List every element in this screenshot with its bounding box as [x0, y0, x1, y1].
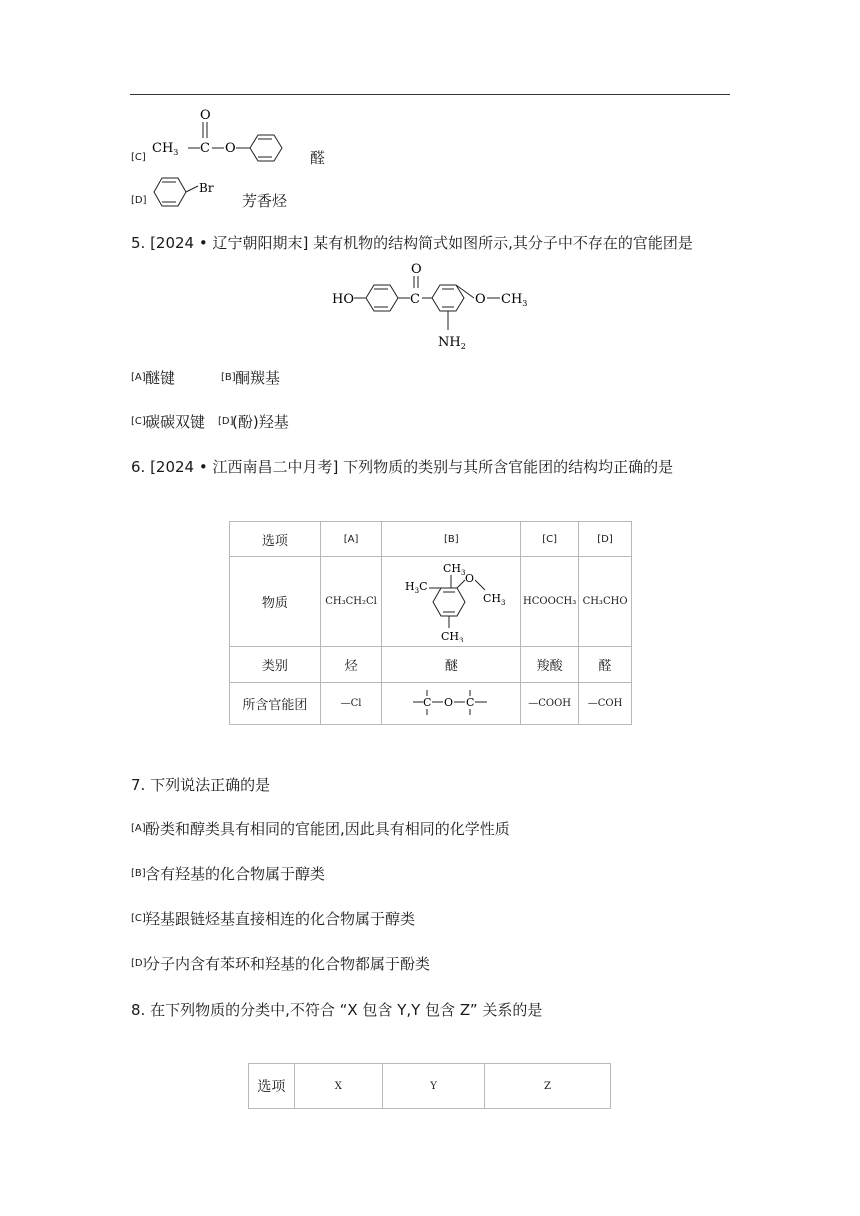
q6-substance-d: CH₃CHO	[579, 557, 632, 647]
q6-substance-c: HCOOCH₃	[521, 557, 579, 647]
svg-text:O: O	[465, 571, 475, 585]
svg-text:O: O	[411, 262, 422, 277]
q6-group-a: —Cl	[320, 683, 382, 725]
svg-text:C: C	[466, 695, 475, 709]
phenyl-acetate-structure	[150, 104, 300, 164]
svg-text:CH3: $CH_3$	[152, 141, 179, 157]
q6-substance-row	[230, 557, 632, 647]
svg-text:CH3: $CH_3$	[483, 591, 506, 607]
q7-option-c-letter: [C]	[131, 913, 146, 924]
q5-option-d-letter: [D]	[218, 416, 234, 427]
svg-text:HO: HO	[332, 292, 354, 307]
q7-option-d-text: 分子内含有苯环和羟基的化合物都属于酚类	[145, 955, 431, 973]
q4-option-c-category: 醛	[310, 149, 326, 167]
q6-header-cell: [B]	[382, 522, 521, 557]
bromobenzene-structure	[150, 174, 230, 210]
q6-header-cell: [C]	[521, 522, 579, 557]
svg-text:O: O	[475, 292, 486, 307]
q8-header-cell: 选项	[249, 1064, 295, 1109]
q6-group-row	[230, 683, 632, 725]
q6-class-b: 醚	[382, 647, 521, 683]
q6-class-a: 烃	[320, 647, 382, 683]
q6-table	[229, 521, 632, 725]
q6-class-row	[230, 647, 632, 683]
q5-option-a-letter: [A]	[131, 372, 146, 383]
q7-option-d-letter: [D]	[131, 958, 147, 969]
q6-group-d: —COH	[579, 683, 632, 725]
q4-option-d-letter: [D]	[131, 195, 147, 206]
q6-class-d: 醛	[579, 647, 632, 683]
top-rule	[130, 94, 730, 95]
q6-header-cell: [A]	[320, 522, 382, 557]
svg-text:O: O	[200, 108, 211, 123]
q8-table	[248, 1063, 611, 1109]
q6-group-b-cell	[382, 683, 521, 725]
q6-substance-a: CH₃CH₂Cl	[320, 557, 382, 647]
svg-text:C: C	[410, 292, 420, 307]
q5-option-d-text: (酚)羟基	[232, 413, 289, 431]
q4-option-d-category: 芳香烃	[242, 192, 288, 210]
svg-text:CH3: $CH_3$	[443, 561, 466, 577]
q6-substance-label: 物质	[230, 557, 321, 647]
q5-stem: 5. [2024 • 辽宁朝阳期末] 某有机物的结构简式如图所示,其分子中不存在的官能团是	[131, 234, 693, 252]
q8-header-cell: Z	[485, 1064, 611, 1109]
q5-option-c-letter: [C]	[131, 416, 146, 427]
q8-header-cell: X	[294, 1064, 382, 1109]
svg-text:O: O	[444, 695, 454, 709]
trimethylanisole-structure	[391, 558, 511, 642]
svg-text:NH2: $NH_2$	[438, 335, 466, 351]
q6-header-cell: 选项	[230, 522, 321, 557]
svg-text:Br: Br	[199, 181, 214, 195]
svg-text:H3C: $H_3C$	[405, 579, 428, 595]
ether-bond-structure	[409, 684, 493, 720]
q7-stem: 7. 下列说法正确的是	[131, 776, 271, 794]
q6-header-cell: [D]	[579, 522, 632, 557]
q6-header-row	[230, 522, 632, 557]
svg-text:C: C	[423, 695, 432, 709]
q8-header-row	[249, 1064, 611, 1109]
q6-stem: 6. [2024 • 江西南昌二中月考] 下列物质的类别与其所含官能团的结构均正确的是	[131, 458, 674, 476]
q6-group-c: —COOH	[521, 683, 579, 725]
q5-molecule-structure	[330, 260, 530, 355]
q7-option-a-text: 酚类和醇类具有相同的官能团,因此具有相同的化学性质	[145, 820, 510, 838]
q5-option-b-letter: [B]	[221, 372, 236, 383]
q6-group-label: 所含官能团	[230, 683, 321, 725]
q6-class-label: 类别	[230, 647, 321, 683]
q4-option-c-letter: [C]	[131, 152, 146, 163]
q7-option-b-letter: [B]	[131, 868, 146, 879]
q6-substance-b-cell	[382, 557, 521, 647]
q5-option-c-text: 碳碳双键	[145, 413, 206, 431]
svg-text:CH3: $CH_3$	[501, 292, 528, 308]
q8-header-cell: Y	[382, 1064, 484, 1109]
q6-class-c: 羧酸	[521, 647, 579, 683]
q8-stem: 8. 在下列物质的分类中,不符合 “X 包含 Y,Y 包含 Z” 关系的是	[131, 1001, 543, 1019]
q5-option-b-text: 酮羰基	[235, 369, 281, 387]
q7-option-b-text: 含有羟基的化合物属于醇类	[145, 865, 326, 883]
svg-text:O: O	[225, 141, 236, 156]
q5-option-a-text: 醚键	[145, 369, 176, 387]
q7-option-c-text: 羟基跟链烃基直接相连的化合物属于醇类	[145, 910, 416, 928]
q7-option-a-letter: [A]	[131, 823, 146, 834]
svg-text:CH3: $CH_3$	[441, 629, 464, 642]
svg-text:C: C	[200, 141, 210, 156]
